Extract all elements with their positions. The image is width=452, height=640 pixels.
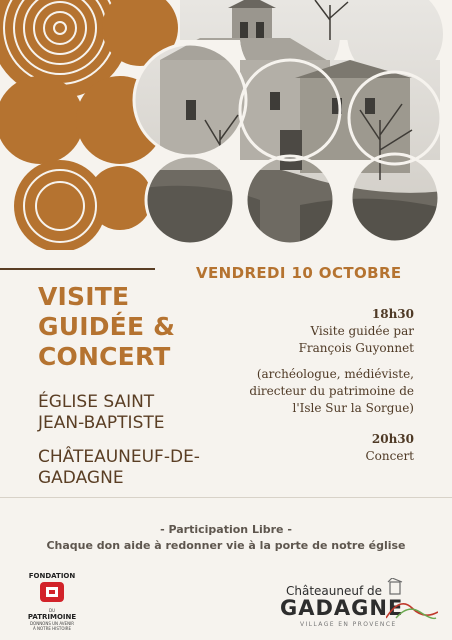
slot-text: François Guyonnet xyxy=(298,341,414,355)
fondation-du: DU xyxy=(48,608,55,613)
church-name xyxy=(38,392,165,434)
event-title xyxy=(38,282,175,372)
title-line: GUIDÉE & xyxy=(38,312,176,341)
church-photo xyxy=(130,0,452,250)
schedule-slot-2 xyxy=(365,431,414,465)
church-line: JEAN-BAPTISTE xyxy=(38,413,165,433)
gadagne-logo xyxy=(278,584,438,636)
town-line: GADAGNE xyxy=(38,468,124,488)
slot-text: Visite guidée par xyxy=(310,324,414,338)
slot-note: l'Isle Sur la Sorgue) xyxy=(292,401,414,415)
castle-hill-icon xyxy=(386,578,438,620)
slot-time: 18h30 xyxy=(371,307,414,321)
title-line: VISITE xyxy=(38,282,130,311)
fondation-patrimoine-logo xyxy=(24,572,80,632)
fondation-name: PATRIMOINE xyxy=(27,613,77,621)
fondation-slogan: À NOTRE HISTOIRE xyxy=(33,626,71,631)
slot-note: (archéologue, médiéviste, xyxy=(256,367,414,381)
fondation-label: FONDATION xyxy=(28,572,76,580)
town-line: CHÂTEAUNEUF-DE- xyxy=(38,447,200,467)
church-line: ÉGLISE SAINT xyxy=(38,392,155,412)
participation-text: - Participation Libre - xyxy=(160,523,292,536)
schedule-slot-1 xyxy=(249,306,414,417)
gadagne-line2: GADAGNE xyxy=(280,596,404,620)
gadagne-line1: Châteauneuf de xyxy=(286,584,383,598)
top-left-rule xyxy=(0,268,155,270)
town-name xyxy=(38,447,200,489)
slot-time: 20h30 xyxy=(371,432,414,446)
gadagne-line3: VILLAGE EN PROVENCE xyxy=(300,621,397,628)
fondation-mark-icon xyxy=(24,580,80,604)
header-artwork xyxy=(0,0,452,250)
fondation-slogan: DONNONS UN AVENIR xyxy=(29,621,75,626)
title-line: CONCERT xyxy=(38,342,171,371)
bottom-rule xyxy=(0,497,452,498)
slot-text: Concert xyxy=(365,449,414,463)
donation-text: Chaque don aide à redonner vie à la porte de notre église xyxy=(46,539,406,552)
event-date: VENDREDI 10 OCTOBRE xyxy=(196,264,402,282)
slot-note: directeur du patrimoine de xyxy=(249,384,414,398)
